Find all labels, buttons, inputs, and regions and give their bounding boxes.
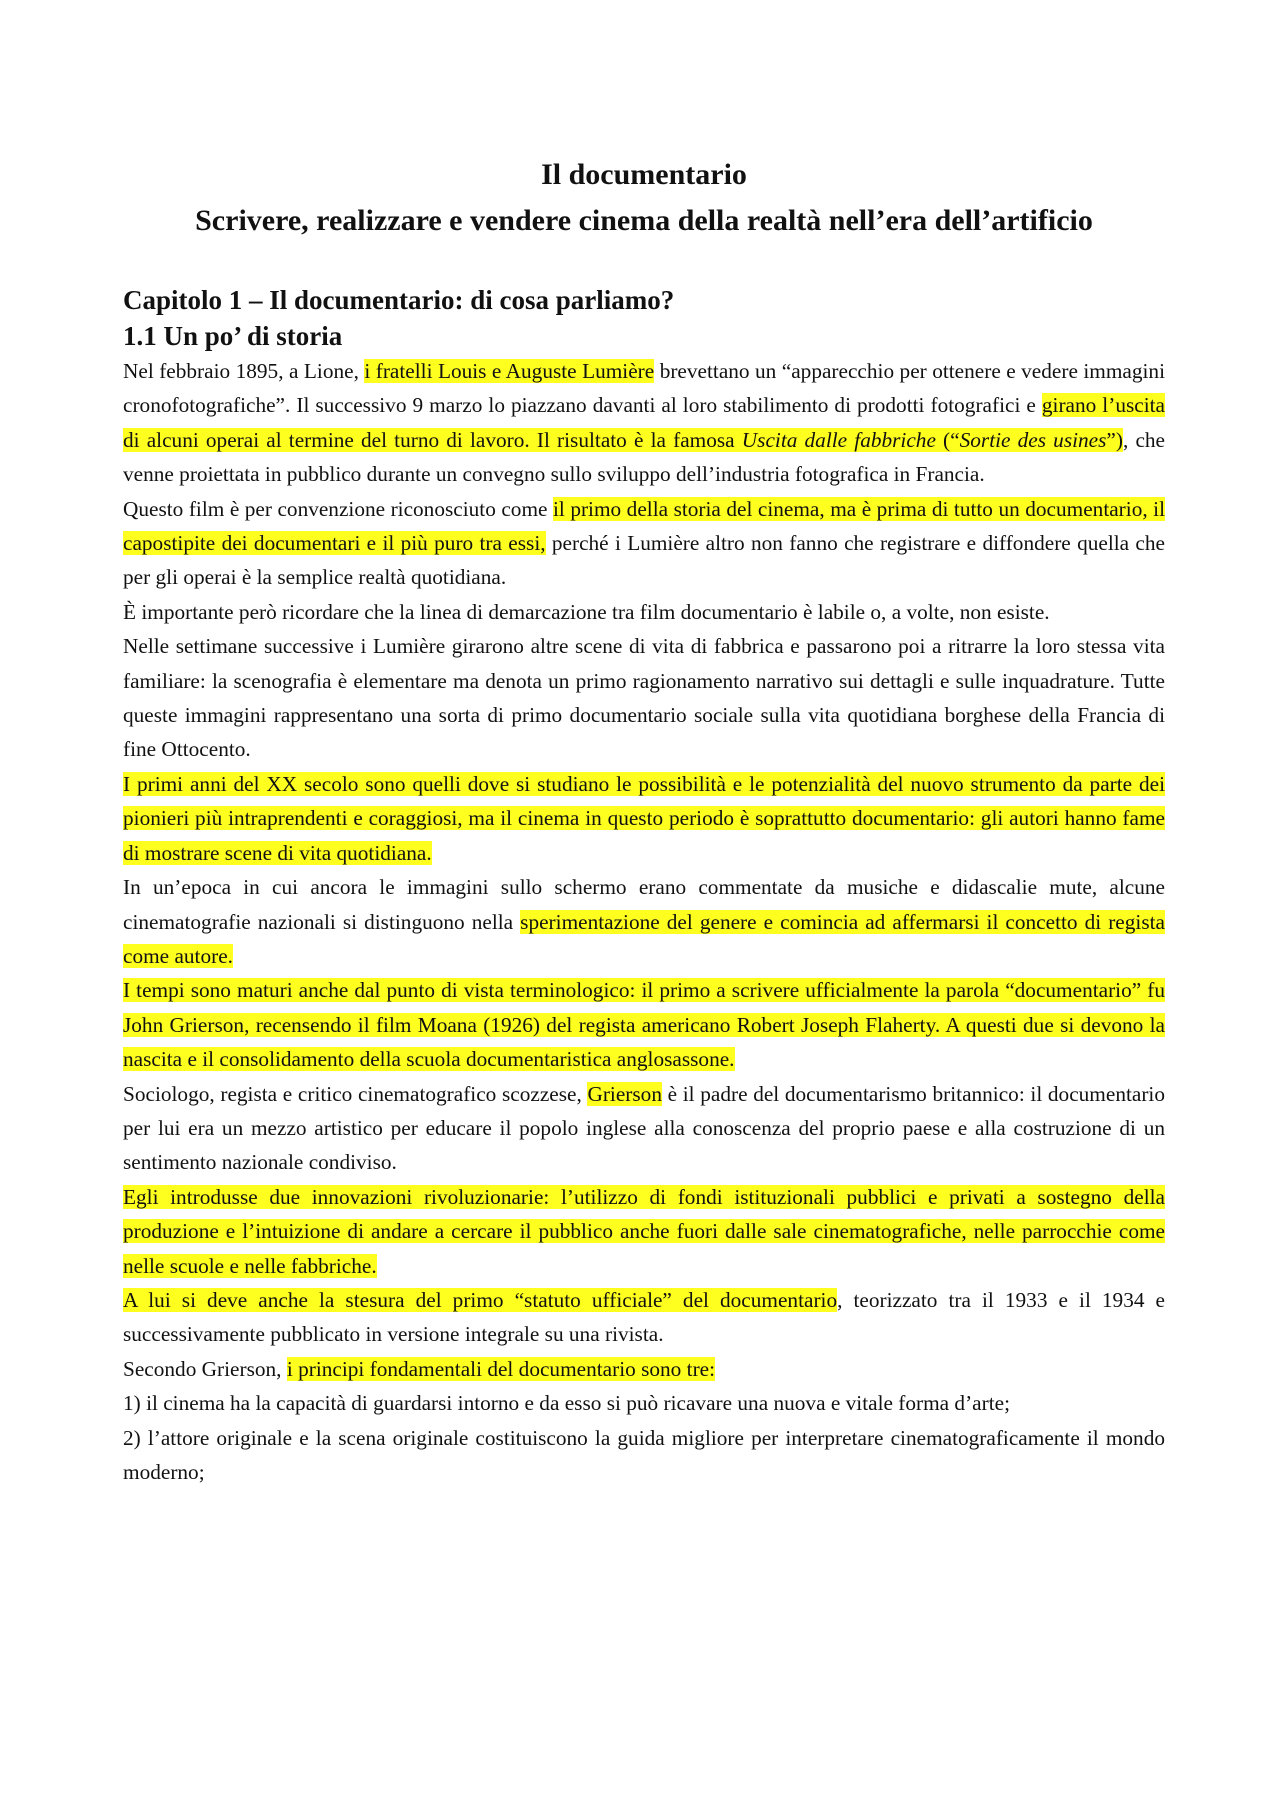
italic-title: Uscita dalle fabbriche [741,427,936,452]
paragraph [123,1283,1165,1352]
highlighted-text: Grierson [587,1081,662,1106]
text-run: girano l’uscita di alcuni operai al termine del turno di lavoro. Il risultato è la famosa [123,393,1165,452]
document-title: Il documentario [541,158,747,191]
paragraph [123,354,1165,492]
paragraph [123,492,1165,595]
document-page [123,152,1165,1489]
paragraph [123,1352,1165,1386]
italic-title: Sortie des usines [959,427,1107,452]
highlighted-text: sperimentazione del genere e comincia ad affermarsi il concetto di regista come autore. [123,909,1165,968]
highlighted-text: A lui si deve anche la stesura del primo “statuto ufficiale” del documentario [123,1287,838,1312]
text-run: è il padre del documentarismo britannico: il documentario per lui era un mezzo artistico per educare il popolo inglese alla conoscenza del proprio paese e alla costruzione di un sentimento nazionale condiviso. [123,1081,1165,1175]
section-heading: 1.1 Un po’ di storia [123,321,343,351]
list-item: 2) l’attore originale e la scena originale costituiscono la guida migliore per interpretare cinematograficamente il mondo moderno; [123,1425,1165,1484]
paragraph [123,870,1165,973]
paragraph [123,1180,1165,1283]
document-subtitle: Scrivere, realizzare e vendere cinema della realtà nell’era dell’artificio [195,204,1093,237]
highlighted-text: I tempi sono maturi anche dal punto di vista terminologico: il primo a scrivere ufficialmente la parola “documentario” fu John Grierson, recensendo il film Moana (1926) del regista americano Robert Joseph Flaherty. A questi due si devono la nascita e il consolidamento della scuola documentaristica anglosassone. [123,978,1165,1072]
text-run: Secondo Grierson, [123,1356,287,1381]
paragraph [123,1077,1165,1180]
text-run: Nel febbraio 1895, a Lione, [123,359,365,383]
text-run: , che venne proiettata in pubblico durante un convegno sullo sviluppo dell’industria fotografica in Francia. [123,427,1165,487]
highlighted-text: I primi anni del XX secolo sono quelli dove si studiano le possibilità e le potenzialità del nuovo strumento da parte dei pionieri più intraprendenti e coraggiosi, ma il cinema in questo periodo è soprattutto documentario: gli autori hanno fame di mostrare scene di vita quotidiana. [123,771,1165,865]
text-run: Questo film è per convenzione riconosciuto come [123,496,553,521]
paragraph [123,973,1165,1076]
text-run: perché i Lumière altro non fanno che registrare e diffondere quella che per gli operai è la semplice realtà quotidiana. [123,531,1165,590]
paragraph [123,767,1165,870]
highlighted-text: il primo della storia del cinema, ma è prima di tutto un documentario, il capostipite dei documentari e il più puro tra essi, [123,496,1165,556]
text-run: Sociologo, regista e critico cinematografico scozzese, [123,1081,588,1106]
highlighted-text: i fratelli Louis e Auguste Lumière [364,359,655,383]
text-run: , teorizzato tra il 1933 e il 1934 e successivamente pubblicato in versione integrale su una rivista. [123,1287,1165,1347]
highlighted-text: i principi fondamentali del documentario sono tre: [286,1356,716,1381]
document-body [123,354,1165,1489]
text-run: ”) [1106,427,1123,452]
paragraph: È importante però ricordare che la linea di demarcazione tra film documentario è labile o, a volte, non esiste. [123,599,1050,624]
text-run: (“ [935,427,960,452]
paragraph: Nelle settimane successive i Lumière girarono altre scene di vita di fabbrica e passarono poi a ritrarre la loro stessa vita familiare: la scenografia è elementare ma denota un primo ragionamento narrativo sui dettagli e sulle inquadrature. Tutte queste immagini rappresentano una sorta di primo documentario sociale sulla vita quotidiana borghese della Francia di fine Ottocento. [123,634,1165,762]
list-item: 1) il cinema ha la capacità di guardarsi intorno e da esso si può ricavare una nuova e vitale forma d’arte; [123,1391,1011,1416]
chapter-heading: Capitolo 1 – Il documentario: di cosa parliamo? [123,285,675,315]
text-run: In un’epoca in cui ancora le immagini sullo schermo erano commentate da musiche e didascalie mute, alcune cinematografie nazionali si distinguono nella [123,875,1165,934]
highlighted-text: Egli introdusse due innovazioni rivoluzionarie: l’utilizzo di fondi istituzionali pubblici e privati a sostegno della produzione e l’intuizione di andare a cercare il pubblico anche fuori dalle sale cinematografiche, nelle parrocchie come nelle scuole e nelle fabbriche. [123,1184,1165,1278]
text-run: brevettano un “apparecchio per ottenere e vedere immagini cronofotografiche”. Il successivo 9 marzo lo piazzano davanti al loro stabilimento di prodotti fotografici e [123,359,1165,418]
